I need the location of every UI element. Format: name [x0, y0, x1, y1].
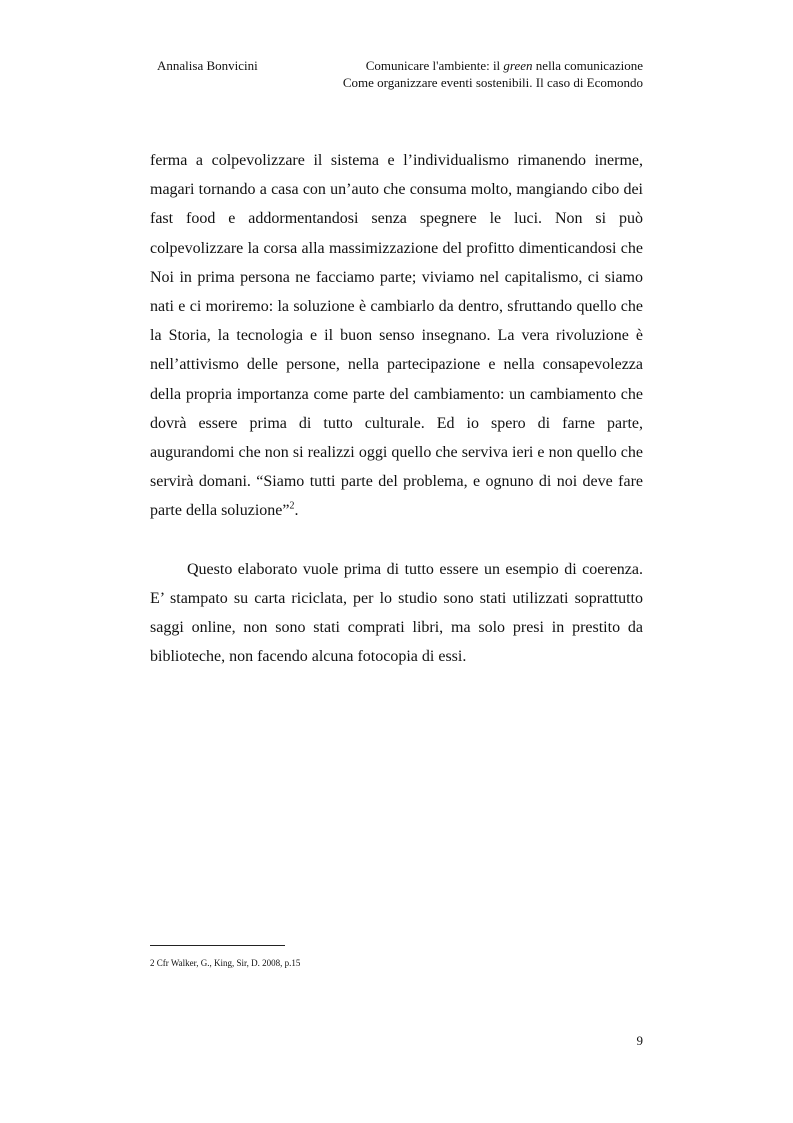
paragraph-2: Questo elaborato vuole prima di tutto essere un esempio di coerenza. E’ stampato su carta riciclata, per lo studio sono stati utilizzati soprattutto saggi online, non sono stati comprati libri, ma solo presi in prestito da biblioteche, non facendo alcuna fotocopia di essi. — [150, 560, 643, 666]
body-text — [150, 146, 643, 671]
paragraph-1 — [150, 146, 643, 526]
page-number: 9 — [636, 1033, 643, 1048]
footnote: 2 Cfr Walker, G., King, Sir, D. 2008, p.15 — [150, 958, 301, 968]
header-title-part2: nella comunicazione — [532, 58, 643, 73]
header-author: Annalisa Bonvicini — [157, 58, 258, 73]
paragraph-1-end: . — [294, 502, 299, 520]
header-title-italic: green — [503, 58, 533, 73]
header-title-part1: Comunicare l'ambiente: il — [365, 58, 504, 73]
header-title-block — [343, 57, 643, 91]
paragraph-1-text: ferma a colpevolizzare il sistema e l’individualismo rimanendo inerme, magari tornando a casa con un’auto che consuma molto, mangiando cibo dei fast food e addormentandosi senza spegnere le luci. Non si può colpevolizzare la corsa alla massimizzazione del profitto dimenticandosi che Noi in prima persona ne facciamo parte; viviamo nel capitalismo, ci siamo nati e ci moriremo: la soluzione è cambiarlo da dentro, sfruttando quello che la Storia, la tecnologia e il buon senso insegnano. La vera rivoluzione è nell’attivismo delle persone, nella partecipazione e nella consapevolezza della propria importanza come parte del cambiamento: un cambiamento che dovrà essere prima di tutto culturale. Ed io spero di farne parte, augurandomi che non si realizzi oggi quello che serviva ieri e non quello che servirà domani. “Siamo tutti parte del problema, e ognuno di noi deve fare parte della soluzione” — [150, 152, 643, 520]
header-title — [343, 57, 643, 74]
footnote-reference: 2 — [289, 501, 295, 513]
footnote-divider — [150, 945, 285, 946]
header-subtitle: Come organizzare eventi sostenibili. Il caso di Ecomondo — [342, 75, 643, 90]
